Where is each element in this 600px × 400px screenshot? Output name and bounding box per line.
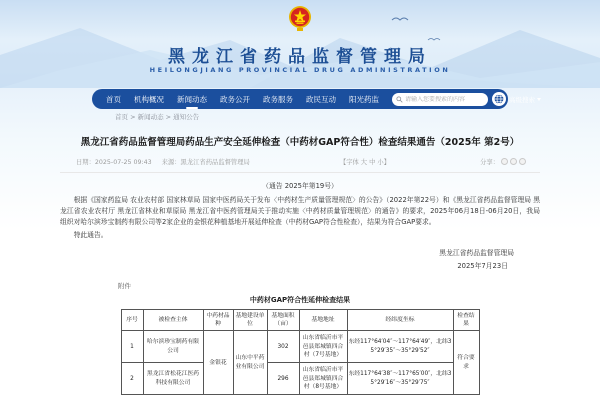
nav-item-gov-service[interactable]: 政务服务 <box>263 94 293 104</box>
inspection-result-table <box>121 309 480 396</box>
nav-item-overview[interactable]: 机构概况 <box>134 94 164 104</box>
cell-builder: 山东中平药业有限公司 <box>233 331 267 395</box>
col-header-address: 基地地址 <box>299 309 347 331</box>
cell-area: 296 <box>267 363 299 395</box>
nav-item-home[interactable]: 首页 <box>106 94 121 104</box>
nav-item-interaction[interactable]: 政民互动 <box>306 94 336 104</box>
cell-subject: 哈尔滨珍宝制药有限公司 <box>143 331 203 363</box>
signature-org: 黑龙江省药品监督管理局 <box>439 249 514 258</box>
site-title: 黑龙江省药品监督管理局 <box>168 47 432 67</box>
nav-item-sunshine[interactable]: 阳光药监 <box>349 94 379 104</box>
article-closing: 特此通告。 <box>73 230 108 239</box>
share-qq-icon[interactable] <box>519 158 526 165</box>
table-row <box>121 331 479 363</box>
table-header-row <box>121 309 479 331</box>
col-header-coords: 经纬度坐标 <box>347 309 453 331</box>
col-header-builder: 基地建设单位 <box>233 309 267 331</box>
share-label: 分享： <box>480 159 499 166</box>
article-source: 来源：黑龙江省药品监督管理局 <box>161 159 250 166</box>
col-header-no: 序号 <box>121 309 143 331</box>
attachment-label[interactable]: 附件 <box>118 282 131 291</box>
col-header-herb: 中药材品种 <box>203 309 233 331</box>
bird-icon <box>392 18 408 20</box>
cell-area: 302 <box>267 331 299 363</box>
nav-item-news[interactable]: 新闻动态 <box>177 94 207 104</box>
cell-herb: 金银花 <box>203 331 233 395</box>
cell-coords: 东经117°64′04″～117°64′49″，北纬35°29′35″～35°29′52″ <box>347 331 453 363</box>
search-icon <box>396 96 403 103</box>
bird-icon <box>428 39 440 41</box>
cell-result: 符合要求 <box>453 331 479 395</box>
notice-number: （通告 2025年第19号） <box>262 182 338 190</box>
share-wechat-icon[interactable] <box>501 158 508 165</box>
site-banner <box>0 0 600 88</box>
table-row <box>121 363 479 395</box>
breadcrumb[interactable]: 首页 > 新闻动态 > 通知公告 <box>115 113 200 121</box>
col-header-result: 检查结果 <box>453 309 479 331</box>
site-subtitle: HEILONGJIANG PROVINCIAL DRUG ADMINISTRATION <box>149 66 451 74</box>
signature-date: 2025年7月23日 <box>457 262 508 271</box>
cell-address: 山东省临沂市平邑县郑城镇四合村（8号基地） <box>299 363 347 395</box>
share-weibo-icon[interactable] <box>510 158 517 165</box>
main-nav <box>92 89 535 109</box>
article-date: 日期：2025-07-25 09:43 <box>76 159 152 166</box>
cell-coords: 东经117°64′38″～117°65′00″，北纬35°29′16″～35°29′75″ <box>347 363 453 395</box>
article-body <box>60 181 540 292</box>
cell-no: 2 <box>121 363 143 395</box>
article-paragraph: 根据《国家药监局 农业农村部 国家林草局 国家中医药局关于发布〈中药材生产质量管理规范〉的公告》（2022年第22号）和《黑龙江省药品监督管理局 黑龙江省农业农村厅 黑龙江省林业和草原局 黑龙江省中医药管理局关于推动实施〈中药材质量管理规范〉的通告》的要求，2025年06月18日-06月20日，我局组织对哈尔滨珍宝制药有限公司等2家企业的金银花种植基地开展延伸检查（中药材GAP符合性检查），结果为符合GAP要求。 <box>60 195 540 226</box>
table-title: 中药材GAP符合性延伸检查结果 <box>249 295 351 304</box>
globe-icon[interactable] <box>492 92 506 106</box>
national-emblem-icon <box>288 5 312 31</box>
col-header-subject: 被检查主体 <box>143 309 203 331</box>
cell-no: 1 <box>121 331 143 363</box>
col-header-area: 基地面积（亩） <box>267 309 299 331</box>
cell-subject: 黑龙江省松花江医药科技有限公司 <box>143 363 203 395</box>
search-input[interactable] <box>405 96 484 103</box>
font-size-controls[interactable]: 【字体 大 中 小】 <box>339 159 390 166</box>
cell-address: 山东省临沂市平邑县郑城镇四合村（7号基地） <box>299 331 347 363</box>
advanced-search-label: 高级搜索 <box>509 95 535 104</box>
article-meta <box>60 157 540 173</box>
nav-item-gov-open[interactable]: 政务公开 <box>220 94 250 104</box>
article-area <box>60 112 540 395</box>
search-box[interactable] <box>392 93 488 106</box>
article-title: 黑龙江省药品监督管理局药品生产安全延伸检查（中药材GAP符合性）检查结果通告（2025年 第2号） <box>80 137 520 148</box>
advanced-search-button[interactable] <box>509 95 541 104</box>
chevron-down-icon <box>537 98 541 101</box>
signature-block <box>60 248 540 272</box>
